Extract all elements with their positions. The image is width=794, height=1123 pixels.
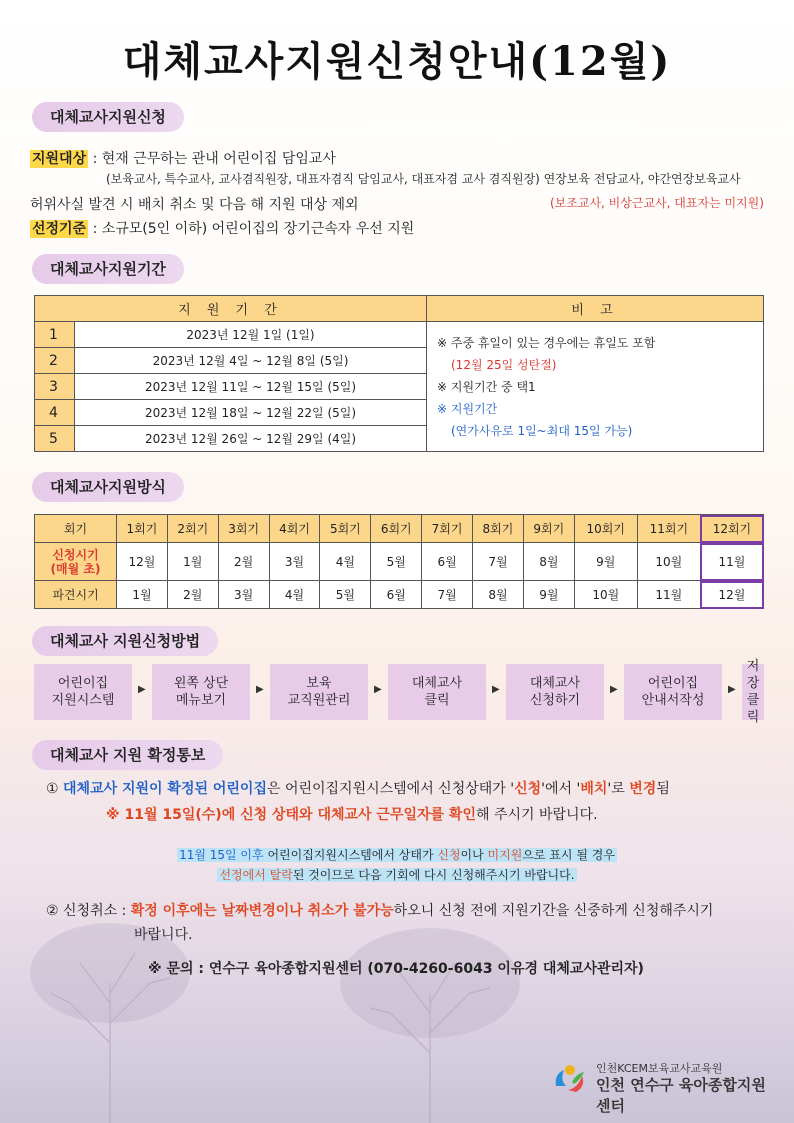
dispatch-month-cell: 4월: [269, 581, 320, 609]
flow-step: [388, 664, 486, 720]
section-header-period: 대체교사지원기간: [32, 254, 184, 284]
target-label: 지원대상: [32, 151, 87, 167]
apply-row-label: [35, 543, 117, 581]
apply-month-cell: 7월: [473, 543, 524, 581]
session-cell: 12회기: [700, 515, 763, 543]
section-header-confirm: 대체교사 지원 확정통보: [32, 740, 223, 770]
flow-step-line: 메뉴보기: [175, 693, 227, 708]
table-row: [35, 543, 764, 581]
center-logo: [552, 1058, 772, 1115]
criteria-text: 소규모(5인 이하) 어린이집의 장기근속자 우선 지원: [101, 221, 415, 237]
apply-month-cell: 11월: [700, 543, 763, 581]
period-note: [427, 322, 764, 452]
apply-month-cell: 6월: [422, 543, 473, 581]
session-cell: 7회기: [422, 515, 473, 543]
dispatch-month-cell: 3월: [218, 581, 269, 609]
notice-line-1: [0, 846, 794, 863]
period-date: 2023년 12월 1일 (1일): [75, 322, 427, 348]
flow-arrow-icon: ▶: [492, 684, 500, 695]
page-title: 대체교사지원신청안내(12월): [122, 38, 672, 85]
confirm-item-1-note: [106, 804, 598, 824]
criteria-line: 선정기준 : 소규모(5인 이하) 어린이집의 장기근속자 우선 지원: [32, 221, 415, 237]
center-logo-icon: [552, 1060, 588, 1094]
confirm-text: 해 주시기 바랍니다.: [475, 807, 598, 823]
note-period: ※ 지원기간: [437, 402, 498, 416]
apply-month-cell: 3월: [269, 543, 320, 581]
dispatch-month-cell: 5월: [320, 581, 371, 609]
check-date-text: ※ 11월 15일(수)에 신청 상태와 대체교사 근무일자를 확인: [106, 807, 476, 823]
session-cell: 11회기: [637, 515, 700, 543]
session-cell: 1회기: [117, 515, 168, 543]
flow-step: [270, 664, 368, 720]
flow-step-line: 대체교사: [529, 676, 581, 691]
target-line: 지원대상 : 현재 근무하는 관내 어린이집 담임교사: [32, 151, 336, 167]
apply-month-cell: 4월: [320, 543, 371, 581]
apply-month-cell: 10월: [637, 543, 700, 581]
flow-step: [506, 664, 604, 720]
dispatch-month-cell: 10월: [574, 581, 637, 609]
notice-text: 으로 표시 될 경우: [522, 848, 615, 862]
item-number: ①: [46, 781, 59, 797]
note-holiday: ※ 주중 휴일이 있는 경우에는 휴일도 포함: [437, 336, 656, 350]
period-table: [34, 295, 764, 452]
notice-text: 11월 15일 이후: [179, 848, 264, 862]
criteria-label: 선정기준: [32, 221, 87, 237]
table-row: [35, 581, 764, 609]
flow-step: [742, 659, 764, 725]
apply-label-line2: (매월 초): [50, 561, 101, 576]
flow-step-line: 어린이집: [57, 676, 109, 691]
period-date: 2023년 12월 26일 ~ 12월 29일 (4일): [75, 426, 427, 452]
flow-step-line: 저장클릭: [746, 659, 760, 725]
flow-step-line: 신청하기: [529, 693, 581, 708]
table-row: [35, 515, 764, 543]
apply-month-cell: 5월: [371, 543, 422, 581]
flow-step-line: 왼쪽 상단: [173, 676, 229, 691]
flow-step: [152, 664, 250, 720]
session-cell: 8회기: [473, 515, 524, 543]
apply-month-cell: 12월: [117, 543, 168, 581]
note-period-detail: (연가사유로 1일~최대 15일 가능): [451, 424, 633, 438]
notice-line-2: [0, 866, 794, 883]
flow-arrow-icon: ▶: [256, 684, 264, 695]
status-assigned: 배치: [580, 781, 608, 797]
period-date: 2023년 12월 11일 ~ 12월 15일 (5일): [75, 374, 427, 400]
confirm-item-1: [46, 778, 670, 798]
confirm-text: 대체교사 지원이 확정된 어린이집: [63, 781, 267, 797]
cancel-text: 하오니 신청 전에 지원기간을 신중하게 신청해주시기: [393, 903, 714, 919]
dispatch-month-cell: 1월: [117, 581, 168, 609]
session-cell: 10회기: [574, 515, 637, 543]
confirm-text: '로: [607, 781, 630, 797]
period-num: 3: [35, 374, 75, 400]
dispatch-month-cell: 2월: [167, 581, 218, 609]
flow-arrow-icon: ▶: [728, 684, 736, 695]
session-cell: 2회기: [167, 515, 218, 543]
dispatch-month-cell: 7월: [422, 581, 473, 609]
period-date: 2023년 12월 4일 ~ 12월 8일 (5일): [75, 348, 427, 374]
flow-step: [34, 664, 132, 720]
flow-step-line: 대체교사: [411, 676, 463, 691]
flow-step-line: 보육: [306, 676, 332, 691]
confirm-text: 변경: [629, 781, 657, 797]
target-detail: (보육교사, 특수교사, 교사겸직원장, 대표자겸직 담임교사, 대표자겸 교사 겸직원장) 연장보육 전담교사, 야간연장보육교사: [106, 172, 741, 186]
note-christmas: (12월 25일 성탄절): [451, 358, 557, 372]
flow-arrow-icon: ▶: [138, 684, 146, 695]
exclude-note: (보조교사, 비상근교사, 대표자는 미지원): [550, 196, 764, 210]
dispatch-month-cell: 12월: [700, 581, 763, 609]
false-report-text: 허위사실 발견 시 배치 취소 및 다음 해 지원 대상 제외: [30, 197, 359, 213]
period-date: 2023년 12월 18일 ~ 12월 22일 (5일): [75, 400, 427, 426]
period-num: 5: [35, 426, 75, 452]
dispatch-month-cell: 6월: [371, 581, 422, 609]
confirm-text: 은 어린이집지원시스템에서 신청상태가 ': [266, 781, 515, 797]
flow-step-line: 어린이집: [647, 676, 699, 691]
dispatch-month-cell: 11월: [637, 581, 700, 609]
flow-step-line: 안내서작성: [641, 693, 705, 708]
flow-step-line: 교직원관리: [287, 693, 351, 708]
note-col-header: 비 고: [427, 296, 764, 322]
cancel-text-cont: 바랍니다.: [134, 927, 193, 943]
apply-month-cell: 1월: [167, 543, 218, 581]
notice-text: 이나: [460, 848, 488, 862]
section-header-apply: 대체교사지원신청: [32, 102, 184, 132]
notice-text: 된 것이므로 다음 기회에 다시 신청해주시기 바랍니다.: [292, 868, 575, 882]
apply-label-line1: 신청시기: [52, 547, 99, 562]
cancel-label: 신청취소 :: [63, 903, 127, 919]
target-text: 현재 근무하는 관내 어린이집 담임교사: [101, 151, 336, 167]
notice-text: 어린이집지원시스템에서 상태가: [263, 848, 438, 862]
notice-text: 선정에서 탈락: [219, 868, 293, 882]
note-choose: ※ 지원기간 중 택1: [437, 380, 536, 394]
status-apply: 신청: [514, 781, 542, 797]
flow-arrow-icon: ▶: [610, 684, 618, 695]
dispatch-month-cell: 8월: [473, 581, 524, 609]
contact-info: ※ 문의 : 연수구 육아종합지원센터 (070-4260-6043 이유경 대체교사관리자): [148, 961, 644, 977]
session-row-label: 회기: [35, 515, 117, 543]
session-cell: 5회기: [320, 515, 371, 543]
period-num: 2: [35, 348, 75, 374]
confirm-text: 됨: [656, 781, 670, 797]
flow-step-line: 클릭: [424, 693, 450, 708]
dispatch-month-cell: 9월: [523, 581, 574, 609]
notice-text: 미지원: [487, 848, 523, 862]
flow-arrow-icon: ▶: [374, 684, 382, 695]
logo-title: 인천 연수구 육아종합지원센터: [596, 1076, 766, 1115]
dispatch-row-label: 파견시기: [35, 581, 117, 609]
period-col-header: 지 원 기 간: [35, 296, 427, 322]
notice-text: 신청: [437, 848, 461, 862]
item-number: ②: [46, 903, 59, 919]
flow-step-line: 지원시스템: [51, 693, 115, 708]
logo-subtitle: 인천KCEM보육교사교육원: [596, 1062, 723, 1075]
flow-step: [624, 664, 722, 720]
confirm-item-2: [46, 900, 713, 920]
confirm-text: '에서 ': [541, 781, 581, 797]
period-num: 1: [35, 322, 75, 348]
session-cell: 6회기: [371, 515, 422, 543]
section-header-method: 대체교사지원방식: [32, 472, 184, 502]
apply-month-cell: 8월: [523, 543, 574, 581]
application-flow: [34, 659, 764, 725]
method-table: [34, 514, 764, 609]
apply-month-cell: 9월: [574, 543, 637, 581]
section-header-how: 대체교사 지원신청방법: [32, 626, 218, 656]
session-cell: 3회기: [218, 515, 269, 543]
cancel-warning: 확정 이후에는 날짜변경이나 취소가 불가능: [130, 903, 394, 919]
apply-month-cell: 2월: [218, 543, 269, 581]
session-cell: 9회기: [523, 515, 574, 543]
period-num: 4: [35, 400, 75, 426]
table-row: [35, 322, 764, 348]
session-cell: 4회기: [269, 515, 320, 543]
